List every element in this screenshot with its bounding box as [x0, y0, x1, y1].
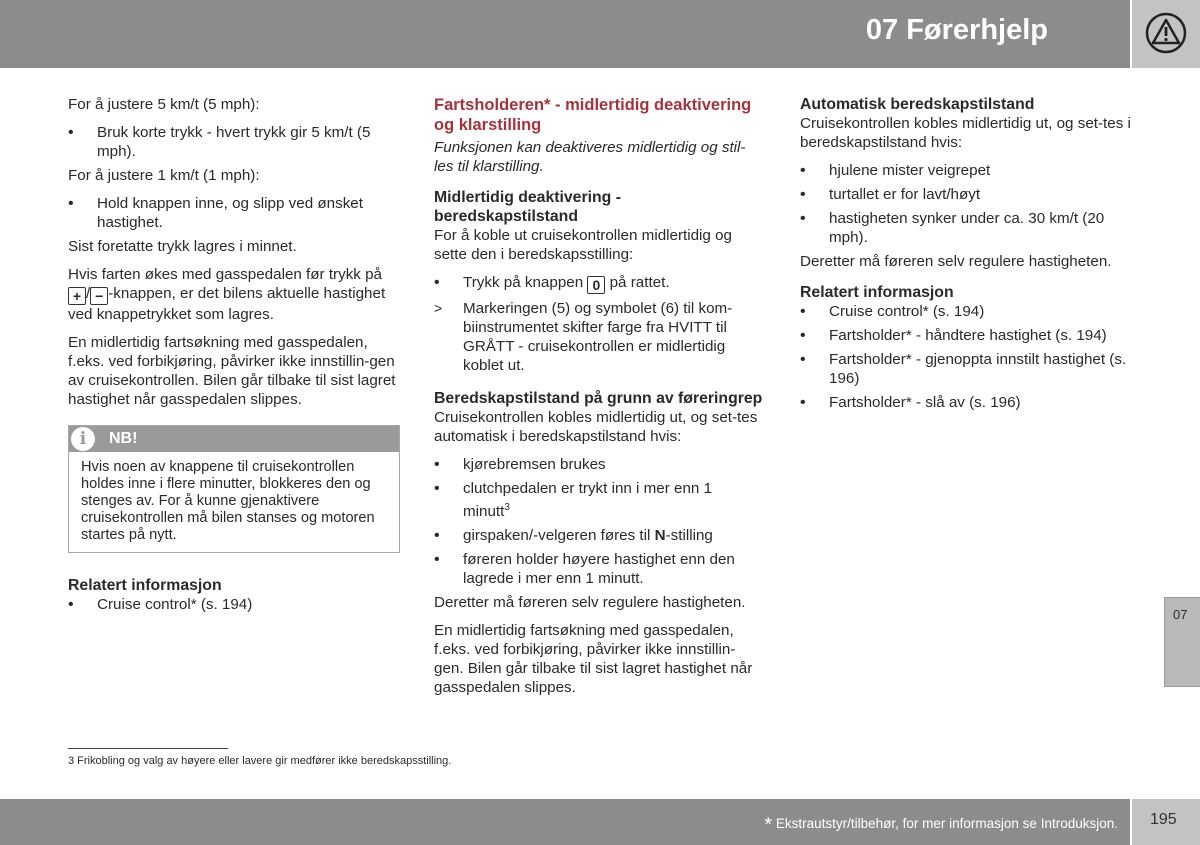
bullet-text: på rattet. — [605, 274, 670, 291]
section-intro: Funksjonen kan deaktiveres midlertidig og stil-les til klarstilling. — [434, 139, 746, 175]
header-icon-box — [1132, 0, 1200, 68]
paragraph: En midlertidig fartsøkning med gasspedalen, f.eks. ved forbikjøring, påvirker ikke innstillin-gen av cruisekontrollen. Bilen går tilbake til sist lagret hastighet når gasspedalen slippes. — [68, 334, 396, 408]
paragraph: Cruisekontrollen kobles midlertidig ut, og set-tes automatisk i beredskapstilstand hvis: — [434, 409, 758, 445]
bullet-item: • Bruk korte trykk - hvert trykk gir 5 km/t (5 mph). — [68, 123, 379, 161]
result-item: > Markeringen (5) og symbolet (6) til kom-biinstrumentet skifter farge fra HVITT til GRÅTT - cruisekontrollen er midlertidig koblet ut. — [434, 299, 753, 375]
bullet-item — [434, 479, 725, 521]
bullet-item: • kjørebremsen brukes — [434, 455, 764, 474]
paragraph-plus-minus: Hvis farten økes med gasspedalen før trykk på + / − -knappen, er det bilens aktuelle hastighet ved knappetrykket som lagres. — [68, 266, 386, 323]
page-footer — [0, 799, 1130, 845]
related-heading: Relatert informasjon — [800, 284, 954, 301]
paragraph: For å justere 1 km/t (1 mph): — [68, 167, 260, 184]
warning-triangle-icon — [1145, 12, 1187, 54]
paragraph: Cruisekontrollen kobles midlertidig ut, og set-tes i beredskapstilstand hvis: — [800, 115, 1131, 151]
subheading: Midlertidig deaktivering - beredskapstilstand — [434, 189, 621, 225]
related-heading: Relatert informasjon — [68, 577, 222, 594]
plus-key-icon: + — [68, 287, 86, 305]
bullet-item: • hastigheten synker under ca. 30 km/t (20 mph). — [800, 209, 1105, 247]
chapter-title: 07 Førerhjelp — [865, 14, 1048, 46]
section-title: Fartsholderen* - midlertidig deaktivering og klarstilling — [434, 96, 752, 134]
note-title: NB! — [109, 430, 138, 447]
page-number-box — [1132, 799, 1200, 845]
bullet-item — [434, 526, 764, 545]
paragraph: For å koble ut cruisekontrollen midlertidig og sette den i beredskapsstilling: — [434, 227, 732, 263]
chapter-side-tab[interactable] — [1164, 597, 1200, 687]
paragraph: Deretter må føreren selv regulere hastigheten. — [434, 594, 746, 612]
related-link[interactable]: • Fartsholder* - slå av (s. 196) — [800, 393, 1135, 412]
paragraph-text-b: -knappen, er det bilens aktuelle hastighet ved knappetrykket som lagres. — [68, 285, 386, 323]
bullet-item: • føreren holder høyere hastighet enn den lagrede i mer enn 1 minutt. — [434, 550, 764, 588]
bullet-item: • hjulene mister veigrepet — [800, 161, 1135, 180]
bullet-item — [434, 273, 764, 294]
related-link[interactable]: • Fartsholder* - håndtere hastighet (s. 194) — [800, 326, 1135, 345]
note-box — [68, 425, 400, 553]
related-link[interactable]: • Cruise control* (s. 194) — [800, 302, 1135, 321]
minus-key-icon: − — [90, 287, 108, 305]
note-text: Hvis noen av knappene til cruisekontrollen holdes inne i flere minutter, blokkeres den og stenges av. For å kunne gjenaktivere cruisekontrollen må bilen stanses og motoren startes på nytt. — [81, 459, 375, 543]
column-2 — [434, 95, 764, 706]
side-tab-label: 07 — [1173, 607, 1188, 622]
column-3 — [800, 95, 1135, 417]
paragraph: Sist foretatte trykk lagres i minnet. — [68, 238, 297, 255]
page-header — [0, 0, 1130, 68]
paragraph: For å justere 5 km/t (5 mph): — [68, 96, 260, 113]
cruise-pause-key-icon: 0 — [587, 276, 605, 294]
gear-letter: N — [654, 527, 666, 545]
footnote-ref: 3 — [504, 502, 510, 513]
column-1 — [68, 95, 400, 619]
footnote-rule — [68, 748, 228, 749]
related-link[interactable]: • Cruise control* (s. 194) — [68, 595, 400, 614]
bullet-item: • Hold knappen inne, og slipp ved ønsket hastighet. — [68, 194, 383, 232]
footer-star: * — [764, 814, 773, 836]
paragraph: Deretter må føreren selv regulere hastigheten. — [800, 253, 1112, 270]
footer-note — [764, 814, 1118, 837]
bullet-item: • turtallet er for lavt/høyt — [800, 185, 1135, 204]
bullet-text: Trykk på knappen — [463, 274, 588, 291]
bullet-text: -stilling — [665, 527, 713, 545]
bullet-text: clutchpedalen er trykt inn i mer enn 1 minutt — [463, 480, 713, 521]
footnote: 3 Frikobling og valg av høyere eller lavere gir medfører ikke beredskapsstilling. — [68, 755, 452, 767]
note-header — [69, 426, 399, 452]
paragraph: En midlertidig fartsøkning med gasspedalen, f.eks. ved forbikjøring, påvirker ikke innstillin-gen. Bilen går tilbake til sist lagret hastighet når gasspedalen slippes. — [434, 622, 753, 697]
paragraph-text-a: Hvis farten økes med gasspedalen før trykk på — [68, 266, 382, 283]
footer-text: Ekstrautstyr/tilbehør, for mer informasjon se Introduksjon. — [772, 816, 1118, 831]
info-icon: i — [71, 427, 95, 451]
page-number: 195 — [1150, 811, 1177, 828]
subheading: Beredskapstilstand på grunn av føreringrep — [434, 390, 763, 407]
bullet-text: girspaken/-velgeren føres til — [463, 527, 655, 545]
subheading: Automatisk beredskapstilstand — [800, 96, 1035, 113]
related-link[interactable]: • Fartsholder* - gjenoppta innstilt hastighet (s. 196) — [800, 350, 1129, 388]
